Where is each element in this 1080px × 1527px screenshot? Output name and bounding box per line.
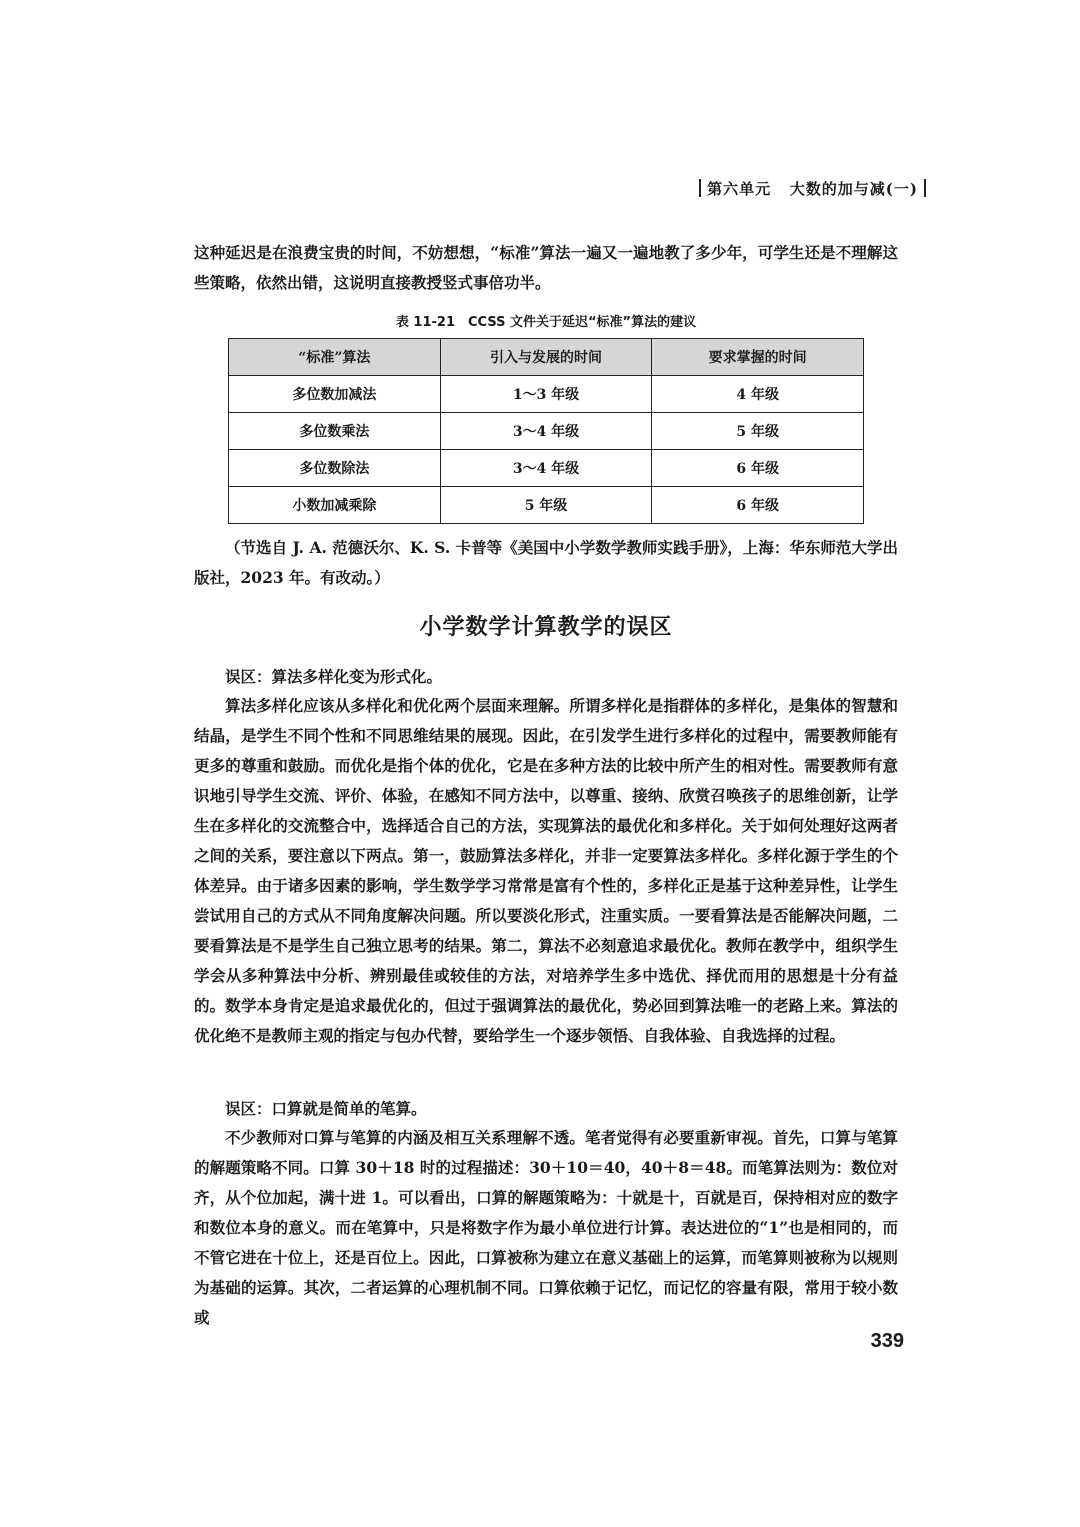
running-head-title: 大数的加与减(一) [789,180,918,198]
intro-paragraph: 这种延迟是在浪费宝贵的时间，不妨想想，“标准”算法一遍又一遍地教了多少年，可学生还是不理解这些策略，依然出错，这说明直接教授竖式事倍功半。 [194,243,898,292]
running-head-unit: 第六单元 [707,180,772,198]
table-row [229,376,864,413]
table-cell: 5 年级 [652,413,864,450]
running-head [693,178,932,199]
table-cell: 多位数乘法 [229,413,441,450]
table-cell: 多位数除法 [229,450,441,487]
page-number: 339 [870,1330,904,1352]
table-cell: 6 年级 [652,487,864,524]
table-cell: 小数加减乘除 [229,487,441,524]
table-cell: 3～4 年级 [440,413,652,450]
table-cell: 1～3 年级 [440,376,652,413]
table-header-row [229,339,864,376]
table-header-cell: 要求掌握的时间 [652,339,864,376]
table-row [229,487,864,524]
table-cell: 3～4 年级 [440,450,652,487]
table-caption: 表 11-21 CCSS 文件关于延迟“标准”算法的建议 [395,315,697,330]
table-header-cell: 引入与发展的时间 [440,339,652,376]
running-head-right-bar [924,179,926,197]
misconception-1-body: 算法多样化应该从多样化和优化两个层面来理解。所谓多样化是指群体的多样化，是集体的智慧和结晶，是学生不同个性和不同思维结果的展现。因此，在引发学生进行多样化的过程中，需要教师能有更多的尊重和鼓励。而优化是指个体的优化，它是在多种方法的比较中所产生的相对性。需要教师有意识地引导学生交流、评价、体验，在感知不同方法中，以尊重、接纳、欣赏召唤孩子的思维创新，让学生在多样化的交流整合中，选择适合自己的方法，实现算法的最优化和多样化。关于如何处理好这两者之间的关系，要注意以下两点。第一，鼓励算法多样化，并非一定要算法多样化。多样化源于学生的个体差异。由于诸多因素的影响，学生数学学习常常是富有个性的，多样化正是基于这种差异性，让学生尝试用自己的方式从不同角度解决问题。所以要淡化形式，注重实质。一要看算法是否能解决问题，二要看算法是不是学生自己独立思考的结果。第二，算法不必刻意追求最优化。教师在教学中，组织学生学会从多种算法中分析、辨别最佳或较佳的方法，对培养学生多中选优、择优而用的思想是十分有益的。数学本身肯定是追求最优化的，但过于强调算法的最优化，势必回到算法唯一的老路上来。算法的优化绝不是教师主观的指定与包办代替，要给学生一个逐步领悟、自我体验、自我选择的过程。 [194,696,898,1045]
table-row [229,413,864,450]
table-cell: 6 年级 [652,450,864,487]
table-header-cell: “标准”算法 [229,339,441,376]
running-head-left-bar [699,179,701,197]
section-title: 小学数学计算教学的误区 [419,615,673,640]
misconception-2-body: 不少教师对口算与笔算的内涵及相互关系理解不透。笔者觉得有必要重新审视。首先，口算与笔算的解题策略不同。口算 30＋18 时的过程描述：30＋10＝40，40＋8＝48。而笔算法则为：数位对齐，从个位加起，满十进 1。可以看出，口算的解题策略为：十就是十，百就是百，保持相对应的数字和数位本身的意义。而在笔算中，只是将数字作为最小单位进行计算。表达进位的“1”也是相同的，而不管它进在十位上，还是百位上。因此，口算被称为建立在意义基础上的运算，而笔算则被称为以规则为基础的运算。其次，二者运算的心理机制不同。口算依赖于记忆，而记忆的容量有限，常用于较小数或 [194,1128,898,1327]
table-cell: 4 年级 [652,376,864,413]
table-cell: 多位数加减法 [229,376,441,413]
misconception-2-heading: 误区：口算就是简单的笔算。 [225,1099,427,1118]
source-note: （节选自 J. A. 范德沃尔、K. S. 卡普等《美国中小学数学教师实践手册》，上海：华东师范大学出版社，2023 年。有改动。） [194,538,898,587]
table-cell: 5 年级 [440,487,652,524]
ccss-table [228,338,864,524]
misconception-1-heading: 误区：算法多样化变为形式化。 [225,667,443,686]
table-row [229,450,864,487]
